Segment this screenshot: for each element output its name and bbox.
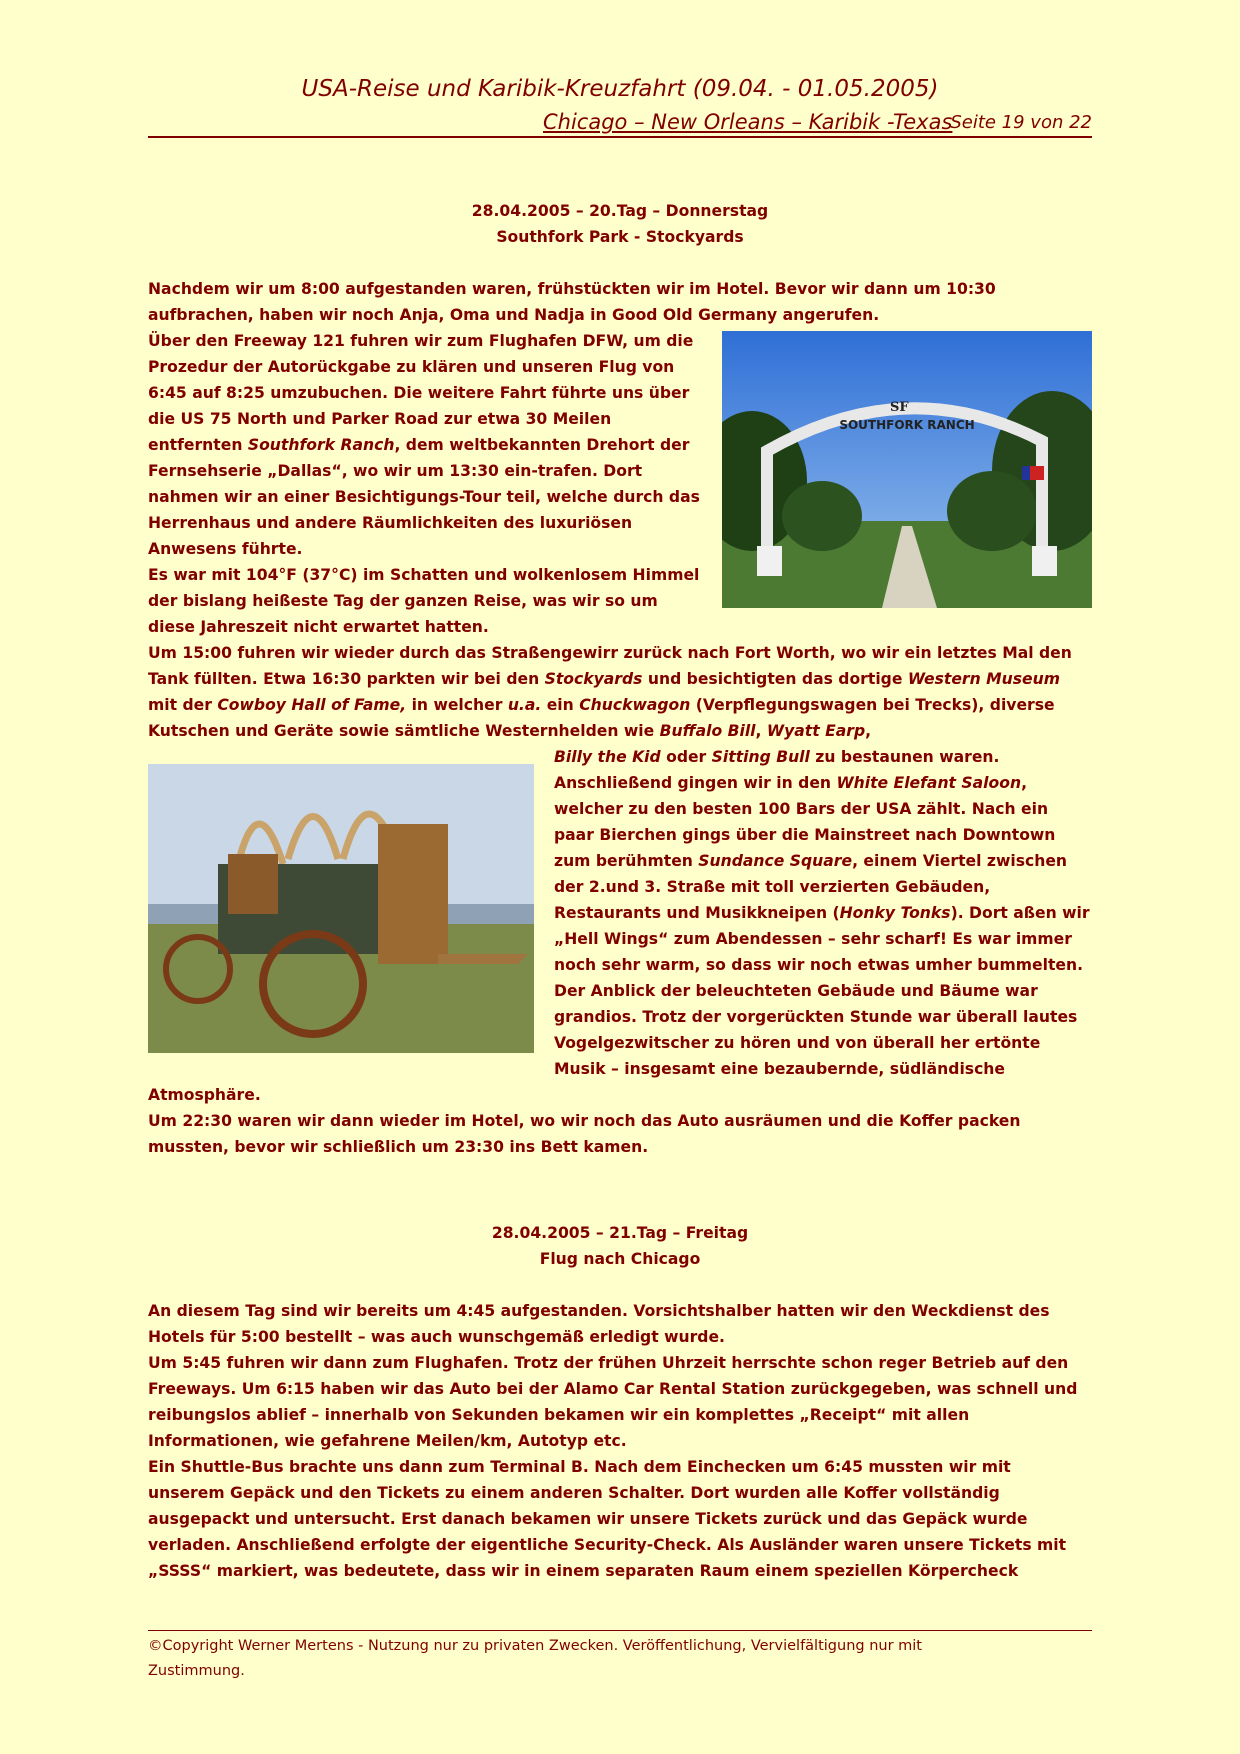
text-segment: , bbox=[865, 722, 872, 740]
text-segment: An diesem Tag sind wir bereits um 4:45 aufgestanden. Vorsichtshalber hatten wir den Weckdienst des Hotels für 5:00 bestellt – was auch wunschgemäß erledigt wurde. bbox=[148, 1302, 1050, 1346]
paragraph bbox=[148, 1298, 1092, 1350]
paragraph bbox=[148, 640, 1092, 744]
paragraph bbox=[148, 276, 1092, 328]
ranch-sign-text: SOUTHFORK RANCH bbox=[839, 418, 975, 432]
copyright-footer: ©Copyright Werner Mertens - Nutzung nur zu privaten Zwecken. Veröffentlichung, Vervielfältigung nur mit Zustimmung. bbox=[148, 1638, 922, 1679]
document-title: USA-Reise und Karibik-Kreuzfahrt (09.04. - 01.05.2005) bbox=[301, 76, 939, 102]
text-segment: Um 5:45 fuhren wir dann zum Flughafen. Trotz der frühen Uhrzeit herrschte schon reger Betrieb auf den Freeways. Um 6:15 haben wir das Auto bei der Alamo Car Rental Station zurückgegeben, was schnell und reibungslos ablief – innerhalb von Sekunden bekamen wir ein komplettes „Receipt“ mit allen Informationen, wie gefahrene Meilen/km, Autotyp etc. bbox=[148, 1354, 1078, 1450]
page-number: Seite 19 von 22 bbox=[950, 112, 1092, 133]
emphasized-term: Sundance Square bbox=[698, 852, 853, 870]
day-21-date: 28.04.2005 – 21.Tag – Freitag bbox=[491, 1224, 749, 1242]
chuckwagon-photo bbox=[148, 764, 534, 1053]
text-segment: mit der bbox=[148, 696, 218, 714]
emphasized-term: Billy the Kid bbox=[554, 748, 661, 766]
text-segment: (Verpflegungswagen bei Trecks), diverse Kutschen und Geräte sowie sämtliche Westernhelden wie bbox=[148, 696, 1055, 740]
paragraph bbox=[148, 1108, 1092, 1160]
emphasized-term: White Elefant Saloon bbox=[836, 774, 1022, 792]
text-segment: , einem Viertel zwischen der 2.und 3. Straße mit toll verzierten Gebäuden, Restaurants und Musikkneipen ( bbox=[554, 852, 1068, 922]
emphasized-term: Honky Tonks bbox=[839, 904, 951, 922]
emphasized-term: Wyatt Earp bbox=[766, 722, 866, 740]
day-20-subtitle: Southfork Park - Stockyards bbox=[496, 228, 744, 246]
emphasized-term: u.a. bbox=[507, 696, 542, 714]
text-segment: , welcher zu den besten 100 Bars der USA zählt. Nach ein paar Bierchen gings über die Mainstreet nach Downtown zum berühmten bbox=[554, 774, 1056, 870]
text-segment: Ein Shuttle-Bus brachte uns dann zum Terminal B. Nach dem Einchecken um 6:45 mussten wir mit unserem Gepäck und den Tickets zu einem anderen Schalter. Dort wurden alle Koffer vollständig ausgepackt und untersucht. Erst danach bekamen wir unsere Tickets zurück und das Gepäck wurde verladen. Anschließend erfolgte der eigentliche Security-Check. Als Ausländer waren unsere Tickets mit „SSSS“ markiert, was bedeutete, dass wir in einem separaten Raum einem speziellen Körpercheck bbox=[148, 1458, 1067, 1580]
text-segment: , bbox=[755, 722, 767, 740]
route-title: Chicago – New Orleans – Karibik -Texas bbox=[543, 110, 953, 134]
day-21-subtitle: Flug nach Chicago bbox=[539, 1250, 701, 1268]
emphasized-term: Buffalo Bill bbox=[659, 722, 756, 740]
emphasized-term: Sitting Bull bbox=[711, 748, 810, 766]
text-segment: ein bbox=[541, 696, 580, 714]
text-segment: Über den Freeway 121 fuhren wir zum Flughafen DFW, um die Prozedur der Autorückgabe zu klären und unseren Flug von 6:45 auf 8:25 umzubuchen. Die weitere Fahrt führte uns über die US 75 North und Parker Road zur etwa 30 Meilen entfernten bbox=[148, 332, 694, 454]
emphasized-term: Cowboy Hall of Fame, bbox=[217, 696, 407, 714]
ranch-logo-text: SF bbox=[890, 400, 909, 415]
text-segment: in welcher bbox=[406, 696, 508, 714]
day-21-heading bbox=[148, 1220, 1092, 1272]
text-segment: Um 22:30 waren wir dann wieder im Hotel, wo wir noch das Auto ausräumen und die Koffer packen mussten, bevor wir schließlich um 23:30 ins Bett kamen. bbox=[148, 1112, 1021, 1156]
text-segment: ). Dort aßen wir „Hell Wings“ zum Abendessen – sehr scharf! Es war immer noch sehr warm, so dass wir noch etwas umher bummelten. Der Anblick der beleuchteten Gebäude und Bäume war grandios. Trotz der vorgerückten Stunde war überall lautes Vogelgezwitscher zu hören und von überall her ertönte Musik – insgesamt eine bezaubernde, südländische Atmosphäre. bbox=[148, 904, 1090, 1104]
emphasized-term: Southfork Ranch bbox=[247, 436, 395, 454]
emphasized-term: Chuckwagon bbox=[579, 696, 691, 714]
text-segment: Um 15:00 fuhren wir wieder durch das Straßengewirr zurück nach Fort Worth, wo wir ein letztes Mal den Tank füllten. Etwa 16:30 parkten wir bei den bbox=[148, 644, 1072, 688]
paragraph bbox=[148, 1350, 1092, 1454]
main-content bbox=[148, 198, 1092, 1584]
text-segment: Es war mit 104°F (37°C) im Schatten und wolkenlosem Himmel der bislang heißeste Tag der ganzen Reise, was wir so um diese Jahreszeit nicht erwartet hatten. bbox=[148, 566, 700, 636]
header-subline bbox=[148, 110, 1092, 138]
text-segment: , dem weltbekannten Drehort der Fernsehserie „Dallas“, wo wir um 13:30 ein-trafen. Dort nahmen wir an einer Besichtigungs-Tour teil, welche durch das Herrenhaus und andere Räumlichkeiten des luxuriösen Anwesens führte. bbox=[148, 436, 700, 558]
emphasized-term: Western Museum bbox=[907, 670, 1060, 688]
southfork-ranch-photo bbox=[722, 331, 1092, 608]
day-20-heading bbox=[148, 198, 1092, 250]
day-20-date: 28.04.2005 – 20.Tag – Donnerstag bbox=[471, 202, 769, 220]
paragraph bbox=[148, 1454, 1092, 1584]
text-segment: oder bbox=[660, 748, 712, 766]
text-segment: Nachdem wir um 8:00 aufgestanden waren, frühstückten wir im Hotel. Bevor wir dann um 10:30 aufbrachen, haben wir noch Anja, Oma und Nadja in Good Old Germany angerufen. bbox=[148, 280, 996, 324]
text-segment: zu bestaunen waren. Anschließend gingen wir in den bbox=[554, 748, 1000, 792]
footer-divider bbox=[148, 1630, 1092, 1631]
text-segment: und besichtigten das dortige bbox=[642, 670, 908, 688]
emphasized-term: Stockyards bbox=[544, 670, 643, 688]
